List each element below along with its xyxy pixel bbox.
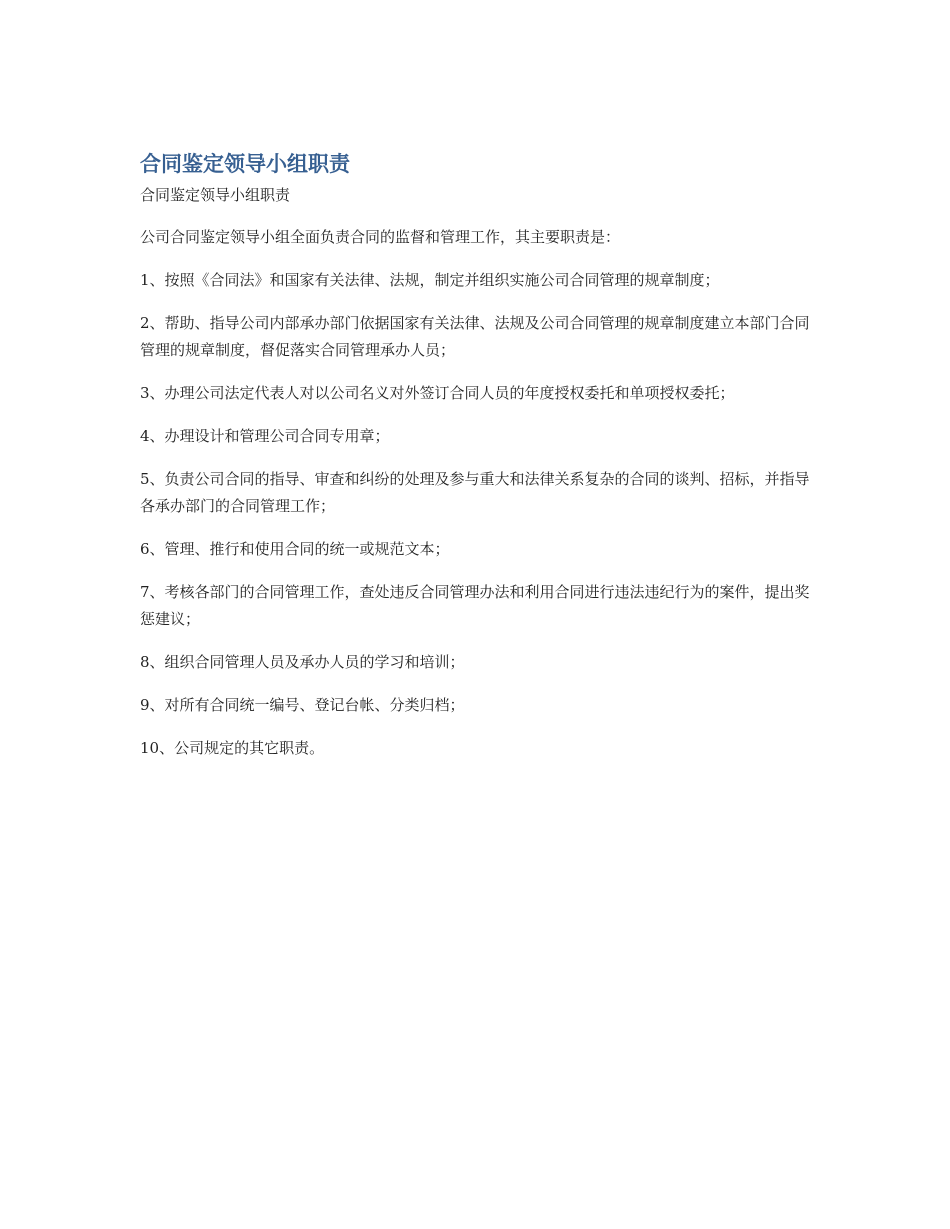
duty-item-2: 2、帮助、指导公司内部承办部门依据国家有关法律、法规及公司合同管理的规章制度建立本部门合同管理的规章制度，督促落实合同管理承办人员； — [140, 314, 810, 359]
duty-item-10: 10、公司规定的其它职责。 — [140, 739, 325, 757]
duty-item-5: 5、负责公司合同的指导、审查和纠纷的处理及参与重大和法律关系复杂的合同的谈判、招标，并指导各承办部门的合同管理工作； — [140, 470, 810, 515]
duty-item-7: 7、考核各部门的合同管理工作，查处违反合同管理办法和利用合同进行违法违纪行为的案件，提出奖惩建议； — [140, 583, 810, 628]
duty-item-4: 4、办理设计和管理公司合同专用章； — [140, 427, 390, 445]
document-page — [140, 148, 810, 762]
duty-item-6: 6、管理、推行和使用合同的统一或规范文本； — [140, 540, 450, 558]
duty-item-9: 9、对所有合同统一编号、登记台帐、分类归档； — [140, 696, 465, 714]
document-subtitle: 合同鉴定领导小组职责 — [140, 186, 291, 204]
duty-item-3: 3、办理公司法定代表人对以公司名义对外签订合同人员的年度授权委托和单项授权委托； — [140, 384, 735, 402]
intro-paragraph: 公司合同鉴定领导小组全面负责合同的监督和管理工作，其主要职责是： — [140, 228, 621, 246]
duty-item-1: 1、按照《合同法》和国家有关法律、法规，制定并组织实施公司合同管理的规章制度； — [140, 271, 720, 289]
document-title: 合同鉴定领导小组职责 — [140, 152, 350, 176]
duty-item-8: 8、组织合同管理人员及承办人员的学习和培训； — [140, 653, 465, 671]
